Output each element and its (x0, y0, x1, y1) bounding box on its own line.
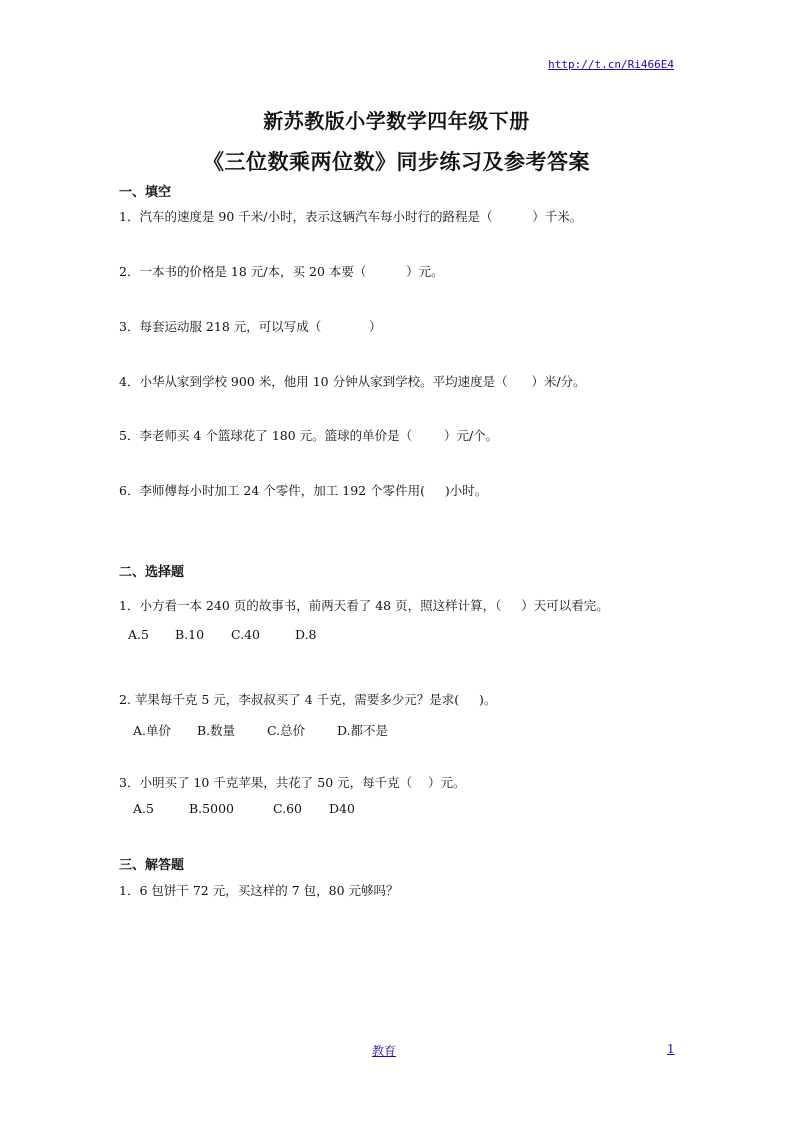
question-fill-4: 4．小华从家到学校 900 米，他用 10 分钟从家到学校。平均速度是（ ）米/分。 (119, 374, 586, 389)
choice-3-option-d: D40 (329, 801, 355, 816)
choice-1-option-c: C.40 (231, 627, 260, 642)
choice-2-option-b: B.数量 (197, 723, 236, 738)
document-title: 新苏教版小学数学四年级下册 (263, 109, 530, 133)
question-fill-3: 3．每套运动服 218 元，可以写成（ ） (119, 319, 382, 334)
section-heading-fill-blank: 一、填空 (119, 185, 172, 200)
choice-3-option-a: A.5 (133, 801, 154, 816)
question-solve-1: 1．6 包饼干 72 元，买这样的 7 包，80 元够吗？ (119, 883, 399, 898)
choice-3-option-b: B.5000 (189, 801, 234, 816)
question-choice-2: 2. 苹果每千克 5 元，李叔叔买了 4 千克，需要多少元？是求( )。 (119, 692, 497, 707)
question-fill-5: 5．李老师买 4 个篮球花了 180 元。篮球的单价是（ ）元/个。 (119, 428, 499, 443)
choice-1-option-a: A.5 (128, 627, 149, 642)
choice-1-option-b: B.10 (175, 627, 205, 642)
choice-2-option-c: C.总价 (267, 723, 306, 738)
footer-link[interactable]: 教育 (372, 1044, 397, 1058)
choice-3-option-c: C.60 (273, 801, 302, 816)
question-fill-1: 1．汽车的速度是 90 千米/小时，表示这辆汽车每小时行的路程是（ ）千米。 (119, 209, 583, 224)
question-choice-1: 1．小方看一本 240 页的故事书，前两天看了 48 页，照这样计算，（ ）天可以看完。 (119, 598, 609, 613)
choice-1-option-d: D.8 (295, 627, 317, 642)
section-heading-solve: 三、解答题 (119, 858, 185, 873)
document-subtitle: 《三位数乘两位数》同步练习及参考答案 (203, 150, 590, 174)
question-choice-3: 3．小明买了 10 千克苹果，共花了 50 元，每千克（ ）元。 (119, 775, 466, 790)
section-heading-choice: 二、选择题 (119, 565, 185, 580)
question-fill-6: 6．李师傅每小时加工 24 个零件，加工 192 个零件用( )小时。 (119, 483, 488, 498)
header-link[interactable]: http://t.cn/Ri466E4 (548, 58, 674, 71)
page-number[interactable]: 1 (667, 1042, 675, 1056)
choice-2-option-a: A.单价 (133, 723, 172, 738)
question-fill-2: 2．一本书的价格是 18 元/本，买 20 本要（ ）元。 (119, 264, 444, 279)
choice-2-option-d: D.都不是 (337, 723, 389, 738)
